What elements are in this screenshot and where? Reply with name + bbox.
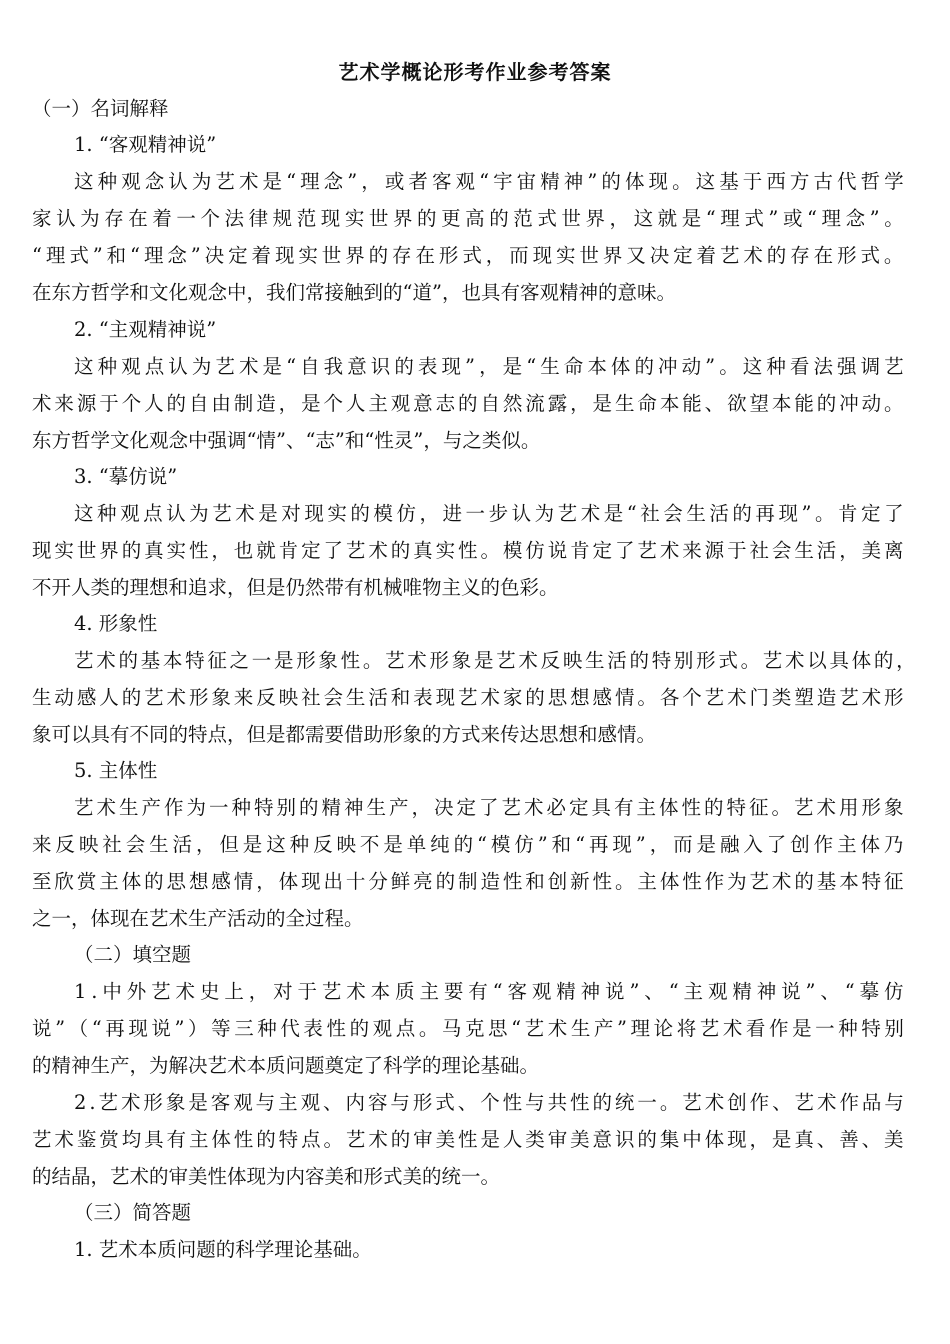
paragraph-line: 的精神生产，为解决艺术本质问题奠定了科学的理论基础。 — [32, 1054, 540, 1077]
term-heading: 3. “摹仿说” — [74, 465, 178, 488]
term-heading: 2. “主观精神说” — [74, 318, 217, 341]
paragraph-line: 艺 术 的 基 本 特 征 之 一 是 形 象 性 。 艺 术 形 象 是 艺 术 反 映 生 活 的 特 别 形 式 。 艺 术 以 具 体 的 ， — [74, 649, 916, 672]
paragraph-line: 这 种 观 念 认 为 艺 术 是 “ 理 念 ” ， 或 者 客 观 “ 宇 宙 精 神 ” 的 体 现 。 这 基 于 西 方 古 代 哲 学 — [74, 170, 904, 193]
paragraph-line: 的结晶，艺术的审美性体现为内容美和形式美的统一。 — [32, 1165, 501, 1188]
section-heading-fill-blank: （二）填空题 — [74, 943, 192, 966]
paragraph-line: 生 动 感 人 的 艺 术 形 象 来 反 映 社 会 生 活 和 表 现 艺 术 家 的 思 想 感 情 。 各 个 艺 术 门 类 塑 造 艺 术 形 — [32, 686, 904, 709]
paragraph-line: 象可以具有不同的特点，但是都需要借助形象的方式来传达思想和感情。 — [32, 723, 657, 746]
paragraph-line: 家 认 为 存 在 着 一 个 法 律 规 范 现 实 世 界 的 更 高 的 范 式 世 界 ， 这 就 是 “ 理 式 ” 或 “ 理 念 ” 。 — [32, 207, 904, 230]
term-heading: 5. 主体性 — [74, 759, 158, 782]
term-heading: 1. “客观精神说” — [74, 133, 217, 156]
paragraph-line: 之一，体现在艺术生产活动的全过程。 — [32, 907, 364, 930]
section-heading-terms: （一）名词解释 — [32, 97, 169, 120]
paragraph-line: 术 来 源 于 个 人 的 自 由 制 造 ， 是 个 人 主 观 意 志 的 自 然 流 露 ， 是 生 命 本 能 、 欲 望 本 能 的 冲 动 。 — [32, 392, 904, 415]
paragraph-line: 来 反 映 社 会 生 活 ， 但 是 这 种 反 映 不 是 单 纯 的 “ 模 仿 ” 和 “ 再 现 ” ， 而 是 融 入 了 创 作 主 体 乃 — [32, 833, 904, 856]
paragraph-line: 现 实 世 界 的 真 实 性 ， 也 就 肯 定 了 艺 术 的 真 实 性 。 模 仿 说 肯 定 了 艺 术 来 源 于 社 会 生 活 ， 美 离 — [32, 539, 904, 562]
section-heading-short-answer: （三）简答题 — [74, 1201, 192, 1224]
paragraph-line: 在东方哲学和文化观念中，我们常接触到的“道”，也具有客观精神的意味。 — [32, 281, 676, 304]
paragraph-line: 艺 术 鉴 赏 均 具 有 主 体 性 的 特 点 。 艺 术 的 审 美 性 是 人 类 审 美 意 识 的 集 中 体 现 ， 是 真 、 善 、 美 — [32, 1128, 904, 1151]
paragraph-line: 这 种 观 点 认 为 艺 术 是 对 现 实 的 模 仿 ， 进 一 步 认 为 艺 术 是 “ 社 会 生 活 的 再 现 ” 。 肯 定 了 — [74, 502, 904, 525]
paragraph-line: 这 种 观 点 认 为 艺 术 是 “ 自 我 意 识 的 表 现 ” ， 是 “ 生 命 本 体 的 冲 动 ” 。 这 种 看 法 强 调 艺 — [74, 355, 904, 378]
paragraph-line: 至 欣 赏 主 体 的 思 想 感 情 ， 体 现 出 十 分 鲜 亮 的 制 造 性 和 创 新 性 。 主 体 性 作 为 艺 术 的 基 本 特 征 — [32, 870, 904, 893]
paragraph-line: 1 . 中 外 艺 术 史 上 ， 对 于 艺 术 本 质 主 要 有 “ 客 观 精 神 说 ” 、 “ 主 观 精 神 说 ” 、 “ 摹 仿 — [74, 980, 904, 1003]
paragraph-line: 不开人类的理想和追求，但是仍然带有机械唯物主义的色彩。 — [32, 576, 559, 599]
paragraph-line: 说 ” （ “ 再 现 说 ” ） 等 三 种 代 表 性 的 观 点 。 马 克 思 “ 艺 术 生 产 ” 理 论 将 艺 术 看 作 是 一 种 特 别 — [32, 1017, 904, 1040]
document-title: 艺术学概论形考作业参考答案 — [338, 60, 612, 84]
paragraph-line: 2 . 艺 术 形 象 是 客 观 与 主 观 、 内 容 与 形 式 、 个 性 与 共 性 的 统 一 。 艺 术 创 作 、 艺 术 作 品 与 — [74, 1091, 904, 1114]
paragraph-line: 东方哲学文化观念中强调“情”、“志”和“性灵”，与之类似。 — [32, 429, 541, 452]
paragraph-line: 艺 术 生 产 作 为 一 种 特 别 的 精 神 生 产 ， 决 定 了 艺 术 必 定 具 有 主 体 性 的 特 征 。 艺 术 用 形 象 — [74, 796, 904, 819]
paragraph-line: “ 理 式 ” 和 “ 理 念 ” 决 定 着 现 实 世 界 的 存 在 形 式 ， 而 现 实 世 界 又 决 定 着 艺 术 的 存 在 形 式 。 — [32, 244, 904, 267]
question-item: 1. 艺术本质问题的科学理论基础。 — [74, 1238, 372, 1261]
term-heading: 4. 形象性 — [74, 612, 158, 635]
